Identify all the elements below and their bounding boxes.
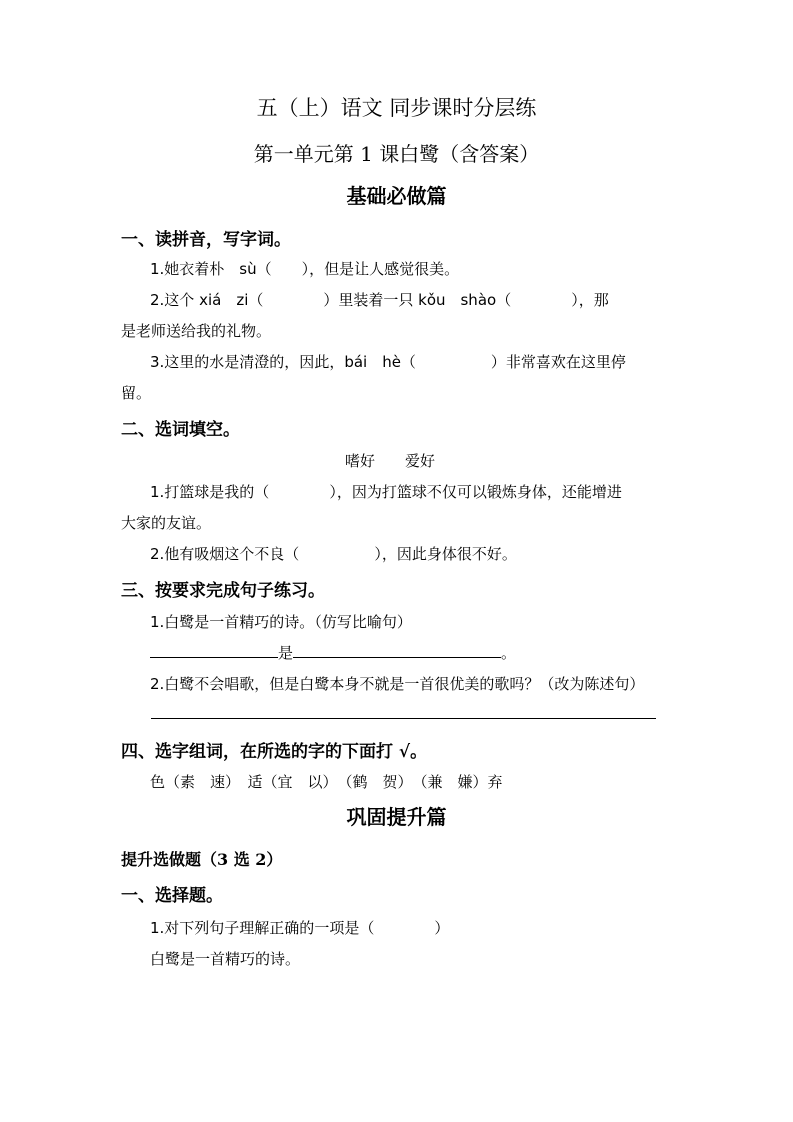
pinyin-question-2-line-1: 2.这个 xiá zi（ ）里装着一只 kǒu shào（ ），那: [150, 291, 609, 309]
section-sentence-heading: 三、按要求完成句子练习。: [121, 581, 325, 601]
part-advanced-heading: 巩固提升篇: [346, 805, 447, 829]
word-choice-options: 嗜好 爱好: [345, 452, 436, 470]
word-choice-question-2: 2.他有吸烟这个不良（ ），因此身体很不好。: [150, 545, 517, 563]
section-choice-heading: 一、选择题。: [121, 886, 223, 906]
optional-questions-heading: 提升选做题（3 选 2）: [121, 850, 283, 869]
lesson-title: 第一单元第 1 课白鹭（含答案）: [253, 142, 540, 166]
choice-question-1: 1.对下列句子理解正确的一项是（ ）: [150, 919, 450, 937]
answer-blank-left[interactable]: [150, 642, 278, 658]
simile-answer-line: [150, 642, 516, 663]
section-word-choice-heading: 二、选词填空。: [121, 420, 240, 440]
section-select-char-heading: 四、选字组词，在所选的字的下面打 √。: [121, 742, 428, 762]
sentence-question-2: 2.白鹭不会唱歌，但是白鹭本身不就是一首很优美的歌吗？（改为陈述句）: [150, 675, 645, 693]
answer-blank-right[interactable]: [293, 642, 501, 658]
answer-line[interactable]: [151, 718, 656, 719]
answer-connector: 是: [278, 644, 294, 662]
section-pinyin-heading: 一、读拼音，写字词。: [121, 230, 291, 250]
worksheet-title: 五（上）语文 同步课时分层练: [256, 96, 537, 120]
pinyin-question-3-line-2: 留。: [121, 384, 152, 402]
pinyin-question-3-line-1: 3.这里的水是清澄的，因此，bái hè（ ）非常喜欢在这里停: [150, 353, 626, 371]
word-choice-question-1-line-1: 1.打篮球是我的（ ），因为打篮球不仅可以锻炼身体，还能增进: [150, 483, 622, 501]
pinyin-question-2-line-2: 是老师送给我的礼物。: [121, 322, 272, 340]
answer-end-mark: 。: [501, 644, 517, 662]
word-choice-question-1-line-2: 大家的友谊。: [121, 514, 212, 532]
pinyin-question-1: 1.她衣着朴 sù（ ），但是让人感觉很美。: [150, 260, 460, 278]
sentence-question-1: 1.白鹭是一首精巧的诗。（仿写比喻句）: [150, 613, 412, 631]
part-basic-heading: 基础必做篇: [346, 184, 447, 208]
select-char-items: 色（素 速） 适（宜 以） （鹤 贺） （兼 嫌）弃: [150, 773, 503, 791]
choice-question-1-sentence: 白鹭是一首精巧的诗。: [150, 950, 301, 968]
